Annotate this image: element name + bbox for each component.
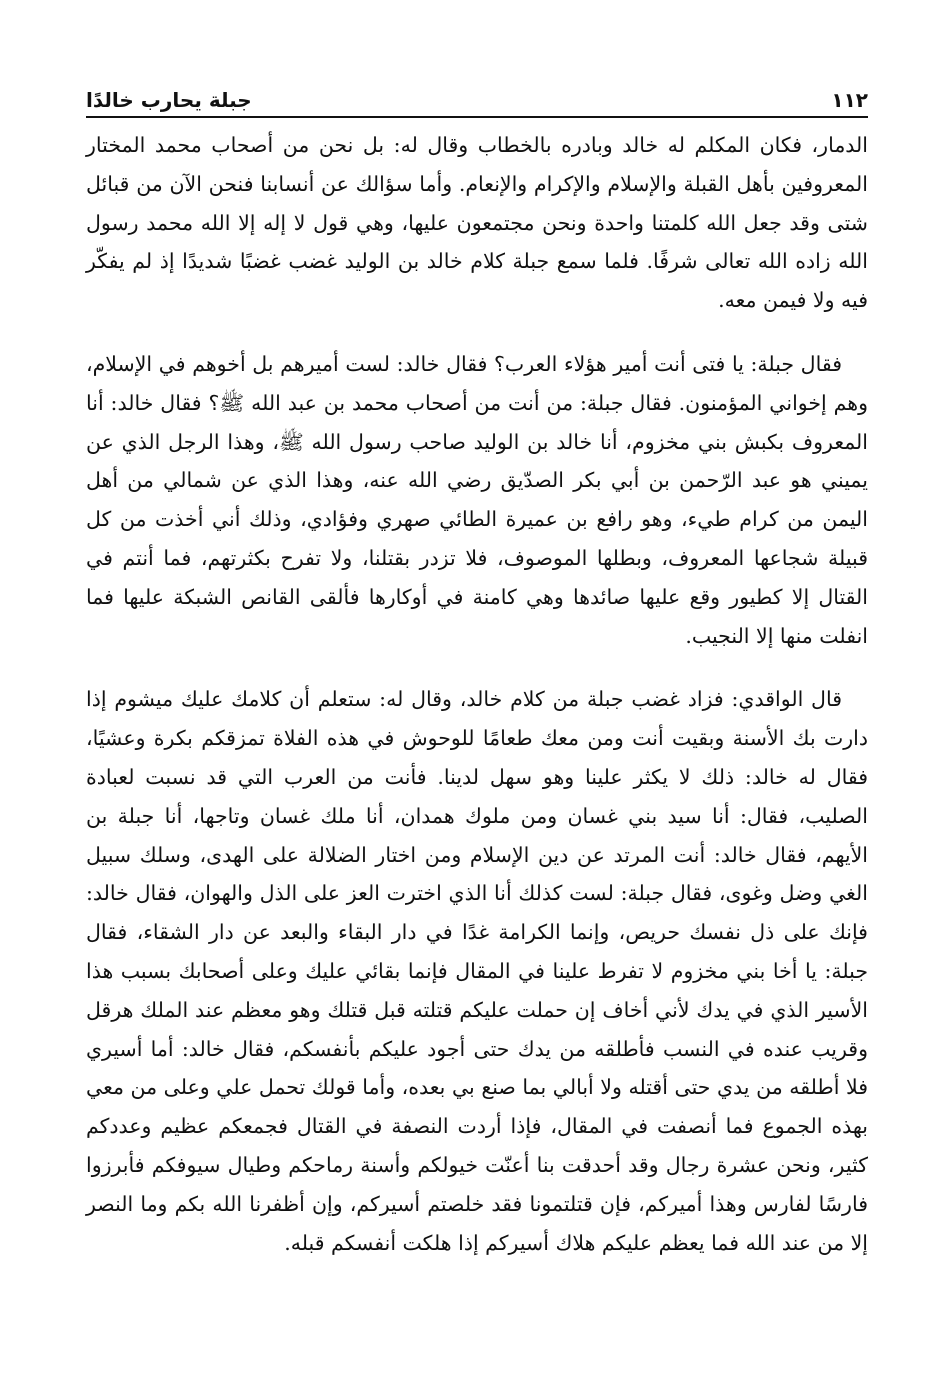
header-rule [86,116,868,118]
paragraph-2: فقال جبلة: يا فتى أنت أمير هؤلاء العرب؟ فقال خالد: لست أميرهم بل أخوهم في الإسلام، وهم إخواني المؤمنون. فقال جبلة: من أنت من أصحاب محمد بن عبد الله ﷺ؟ فقال خالد: أنا المعروف بكبش بني مخزوم، أنا خالد بن الوليد صاحب رسول الله ﷺ، وهذا الرجل الذي عن يميني هو عبد الرّحمن بن أبي بكر الصدّيق رضي الله عنه، وهذا الذي عن شمالي من أهل اليمن من كرام طيء، وهو رافع بن عميرة الطائي صهري وفؤادي، وذلك أني أخذت من كل قبيلة شجاعها المعروف، وبطلها الموصوف، فلا تزدر بقتلنا، ولا تفرح بكثرتهم، فما أنتم في القتال إلا كطيور وقع عليها صائدها وهي كامنة في أوكارها فألقى القانص الشبكة عليها فما انفلت منها إلا النجيب. [86,351,868,648]
paragraph-3: قال الواقدي: فزاد غضب جبلة من كلام خالد، وقال له: ستعلم أن كلامك عليك ميشوم إذا دارت بك الأسنة وبقيت أنت ومن معك طعامًا للوحوش في هذه الفلاة تمزقكم بكرة وعشيًا، فقال له خالد: ذلك لا يكثر علينا وهو سهل لدينا. فأنت من العرب التي قد نسبت لعبادة الصليب، فقال: أنا سيد بني غسان ومن ملوك همدان، أنا ملك غسان وتاجها، أنا جبلة بن الأيهم، فقال خالد: أنت المرتد عن دين الإسلام ومن اختار الضلالة على الهدى، وسلك سبيل الغي وضل وغوى، فقال جبلة: لست كذلك أنا الذي اخترت العز على الذل والهوان، فقال خالد: فإنك على ذل نفسك حريص، وإنما الكرامة غدًا في دار البقاء والبعد عن دار الشقاء، فقال جبلة: يا أخا بني مخزوم لا تفرط علينا في المقال فإنما بقائي عليك وعلى أصحابك بسبب هذا الأسير الذي في يدك لأني أخاف إن حملت عليكم قتلته قبل قتلك وهو معظم عند الملك هرقل وقريب عنده في النسب فأطلقه من يدك حتى أجود عليكم بأنفسكم، فقال خالد: أما أسيري فلا أطلقه من يدي حتى أقتله ولا أبالي بما صنع بي بعده، وأما قولك تحمل علي وعلى من معي بهذه الجموع فما أنصفت في المقال، فإذا أردت النصفة في القتال فجمعكم عظيم وعددكم كثير، ونحن عشرة رجال وقد أحدقت بنا أعنّت خيولكم وأسنة رماحكم وطيال سيوفكم فأبرزوا فارسًا لفارس وهذا أميركم، فإن قتلتمونا فقد خلصتم أسيركم، وإن أظفرنا الله بكم وما النصر إلا من عند الله فما يعظم عليكم هلاك أسيركم إذا هلكت أنفسكم قبله. [86,687,868,1255]
page-header [86,78,868,112]
page-number: ١١٢ [831,88,868,112]
body-text [86,126,868,1287]
paragraph-1: الدمار، فكان المكلم له خالد وبادره بالخطاب وقال له: بل نحن من أصحاب محمد المختار المعروفين بأهل القبلة والإسلام والإكرام والإنعام. وأما سؤالك عن أنسابنا فنحن الآن من قبائل شتى وقد جعل الله كلمتنا واحدة ونحن مجتمعون عليها، وهي قول لا إله إلا الله محمد رسول الله زاده الله تعالى شرفًا. فلما سمع جبلة كلام خالد بن الوليد غضب غضبًا شديدًا إذ لم يفكّر فيه ولا فيمن معه. [86,133,868,313]
running-title: جبلة يحارب خالدًا [86,88,252,112]
